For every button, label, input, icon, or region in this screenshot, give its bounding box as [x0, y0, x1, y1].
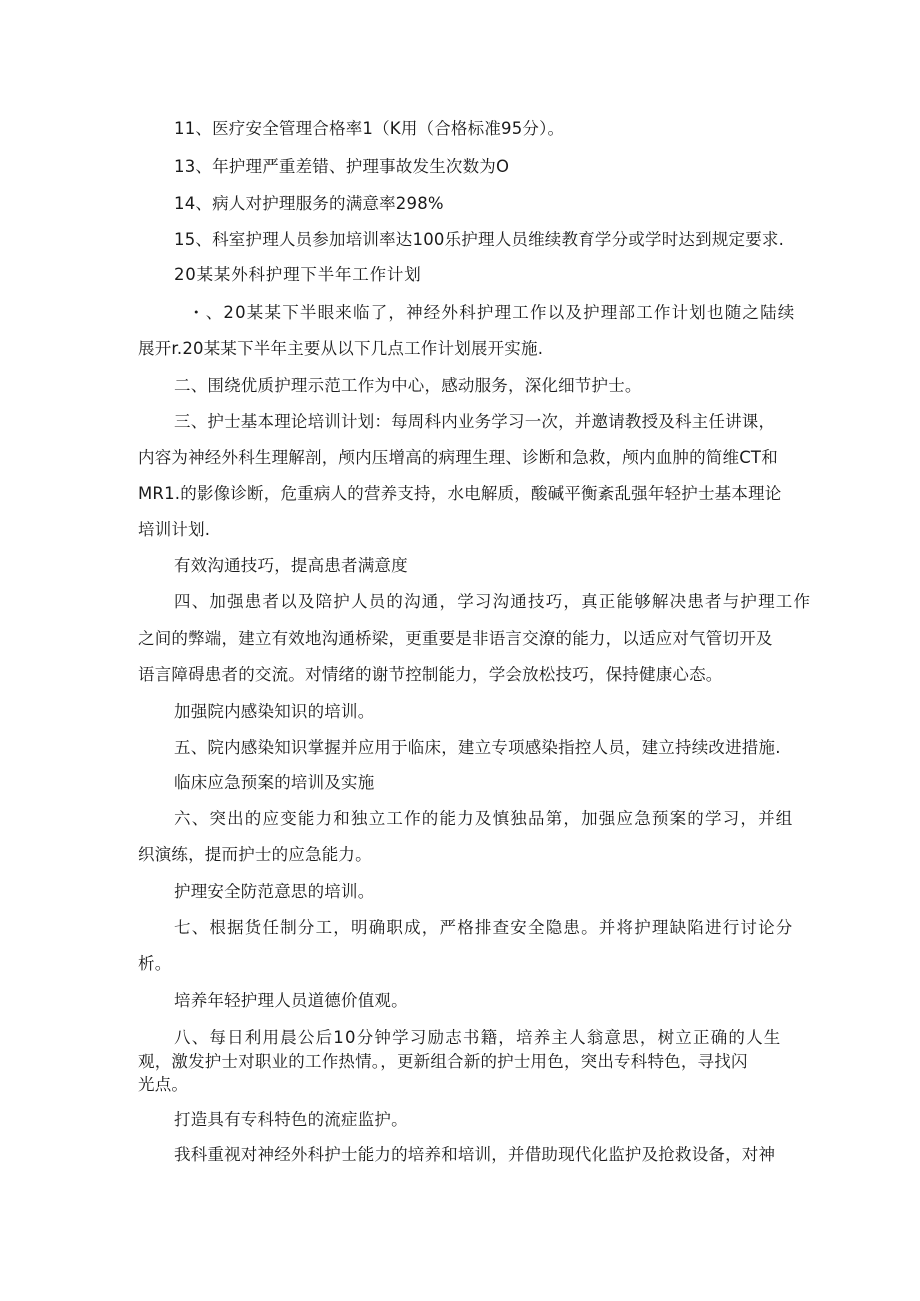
- paragraph-line: 之间的弊端，建立有效地沟通桥梁，更重要是非语言交潦的能力，以适应对气管切开及: [138, 629, 773, 648]
- subheading: 培养年轻护理人员道德价值观。: [174, 991, 408, 1010]
- paragraph-line: 展开r.20某某下半年主要从以下几点工作计划展开实施.: [138, 339, 544, 358]
- paragraph-line: 内容为神经外科生理解剖，颅内压增高的病理生理、诊断和急救，颅内血肿的简维CT和: [138, 448, 778, 467]
- paragraph-line: 织演练，提而护士的应急能力。: [138, 845, 372, 864]
- paragraph-line: 析。: [138, 954, 172, 973]
- list-item-13: 13、年护理严重差错、护理事故发生次数为O: [174, 157, 510, 176]
- subheading: 临床应急预案的培训及实施: [174, 773, 375, 792]
- subheading: 加强院内感染知识的培训。: [174, 702, 375, 721]
- list-item-14: 14、病人对护理服务的满意率298%: [174, 194, 444, 213]
- paragraph-line: 四、加强患者以及陪护人员的沟通，学习沟通技巧，真正能够解决患者与护理工作: [174, 592, 812, 611]
- paragraph-line: 观，激发护士对职业的工作热情。，更新组合新的护士用色，突出专科特色，寻找闪: [138, 1052, 748, 1071]
- paragraph-line: 五、院内感染知识掌握并应用于临床，建立专项感染指控人员，建立持续改进措施.: [174, 738, 781, 757]
- paragraph-line: 七、根据货任制分工，明确职成，严格排查安全隐患。并将护理缺陷进行讨论分: [174, 918, 794, 937]
- paragraph-line: MR1.的影像诊断，危重病人的营养支持，水电解质，酸碱平衡紊乱强年轻护士基本理论: [138, 484, 782, 503]
- paragraph-line: 培训计划.: [138, 520, 211, 539]
- paragraph-line: 光点。: [138, 1075, 189, 1094]
- section-title: 20某某外科护理下半年工作计划: [174, 265, 422, 284]
- paragraph-line: ・、20某某下半眼来临了，神经外科护理工作以及护理部工作计划也随之陆续: [188, 303, 796, 322]
- subheading: 打造具有专科特色的流症监护。: [174, 1110, 408, 1129]
- paragraph-line: 我科重视对神经外科护士能力的培养和培训，并借助现代化监护及抢救设备，对神: [174, 1145, 776, 1164]
- paragraph-line: 八、每日利用晨公后10分钟学习励志书籍，培养主人翁意思，树立正确的人生: [174, 1028, 782, 1047]
- subheading: 护理安全防范意思的培训。: [174, 882, 375, 901]
- subheading: 有效沟通技巧，提高患者满意度: [174, 556, 408, 575]
- paragraph-line: 二、围绕优质护理示范工作为中心，感动服务，深化细节护士。: [174, 376, 642, 395]
- list-item-15: 15、科室护理人员参加培训率达100乐护理人员维续教育学分或学时达到规定要求.: [174, 230, 785, 249]
- paragraph-line: 六、突出的应变能力和独立工作的能力及慎独品第，加强应急预案的学习，并组: [174, 809, 794, 828]
- paragraph-line: 三、护士基本理论培训计划：每周科内业务学习一次，并邀请教授及科主任讲课，: [174, 412, 776, 431]
- paragraph-line: 语言障碍患者的交流。对情绪的谢节控制能力，学会放松技巧，保持健康心态。: [138, 665, 723, 684]
- list-item-11: 11、医疗安全管理合格率1（K用（合格标准95分）。: [174, 119, 565, 138]
